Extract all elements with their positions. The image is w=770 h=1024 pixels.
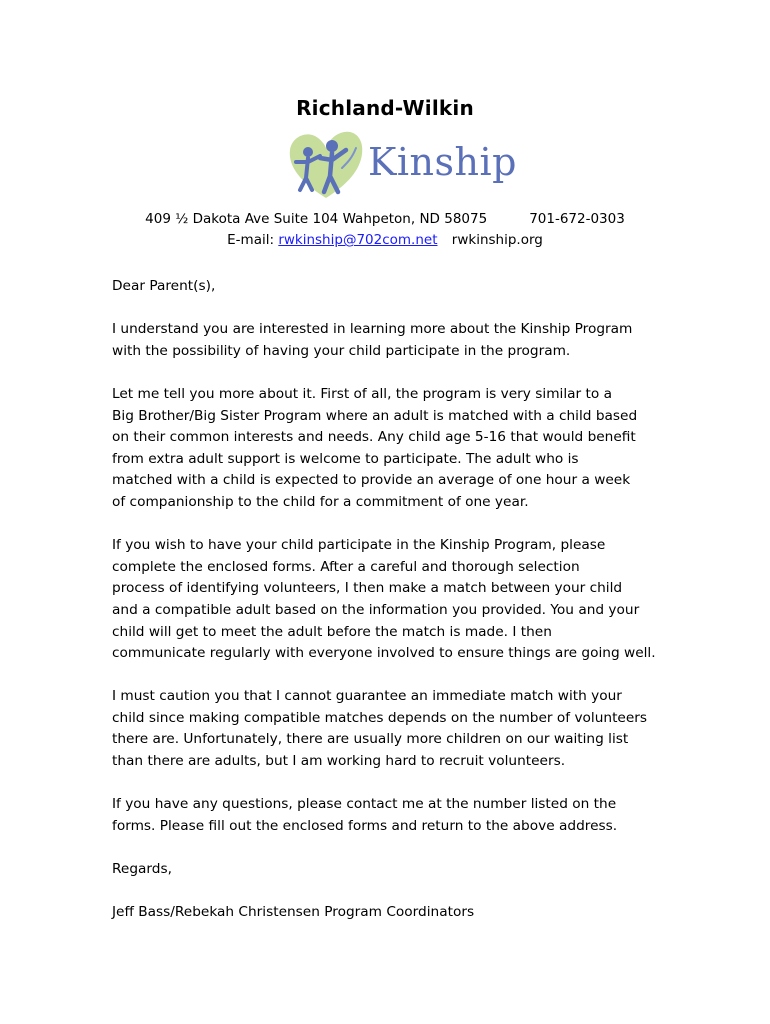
email-label: E-mail: — [227, 232, 275, 248]
closing: Regards, — [112, 861, 172, 878]
text-line: child will get to meet the adult before the match is made. I then — [112, 623, 552, 640]
organization-title: Richland-Wilkin — [296, 96, 474, 120]
text-line: complete the enclosed forms. After a careful and thorough selection — [112, 558, 580, 575]
text-line: communicate regularly with everyone involved to ensure things are going well. — [112, 645, 656, 662]
paragraph-5 — [112, 794, 672, 837]
text-line: process of identifying volunteers, I then make a match between your child — [112, 580, 623, 597]
paragraph-2 — [112, 384, 672, 514]
paragraph-1 — [112, 319, 672, 362]
salutation: Dear Parent(s), — [112, 278, 216, 294]
phone-number: 701-672-0303 — [529, 211, 625, 227]
text-line: of companionship to the child for a commitment of one year. — [112, 493, 529, 510]
text-line: Big Brother/Big Sister Program where an adult is matched with a child based — [112, 407, 638, 424]
text-line: If you wish to have your child participate in the Kinship Program, please — [112, 537, 606, 554]
text-line: forms. Please fill out the enclosed forms and return to the above address. — [112, 817, 618, 834]
text-line: If you have any questions, please contact me at the number listed on the — [112, 796, 617, 813]
text-line: and a compatible adult based on the information you provided. You and your — [112, 601, 640, 618]
paragraph-3 — [112, 535, 672, 665]
website-text: rwkinship.org — [451, 232, 543, 248]
text-line: there are. Unfortunately, there are usually more children on our waiting list — [112, 731, 629, 748]
heart-figures-icon — [286, 128, 366, 204]
letter-body — [112, 276, 672, 945]
text-line: I understand you are interested in learning more about the Kinship Program — [112, 321, 633, 338]
address-text: 409 ½ Dakota Ave Suite 104 Wahpeton, ND 58075 — [145, 211, 488, 227]
text-line: from extra adult support is welcome to participate. The adult who is — [112, 450, 579, 467]
text-line: with the possibility of having your child participate in the program. — [112, 342, 571, 359]
paragraph-4 — [112, 686, 672, 772]
address-line — [0, 211, 770, 227]
text-line: than there are adults, but I am working hard to recruit volunteers. — [112, 753, 566, 770]
kinship-logo — [286, 128, 517, 204]
email-line — [0, 232, 770, 248]
text-line: child since making compatible matches depends on the number of volunteers — [112, 709, 648, 726]
text-line: matched with a child is expected to provide an average of one hour a week — [112, 472, 631, 489]
signature: Jeff Bass/Rebekah Christensen Program Coordinators — [112, 904, 475, 921]
kinship-wordmark: Kinship — [368, 140, 517, 184]
text-line: I must caution you that I cannot guarantee an immediate match with your — [112, 688, 622, 705]
text-line: Let me tell you more about it. First of all, the program is very similar to a — [112, 385, 612, 402]
text-line: on their common interests and needs. Any child age 5-16 that would benefit — [112, 429, 636, 446]
email-link[interactable]: rwkinship@702com.net — [278, 232, 438, 248]
